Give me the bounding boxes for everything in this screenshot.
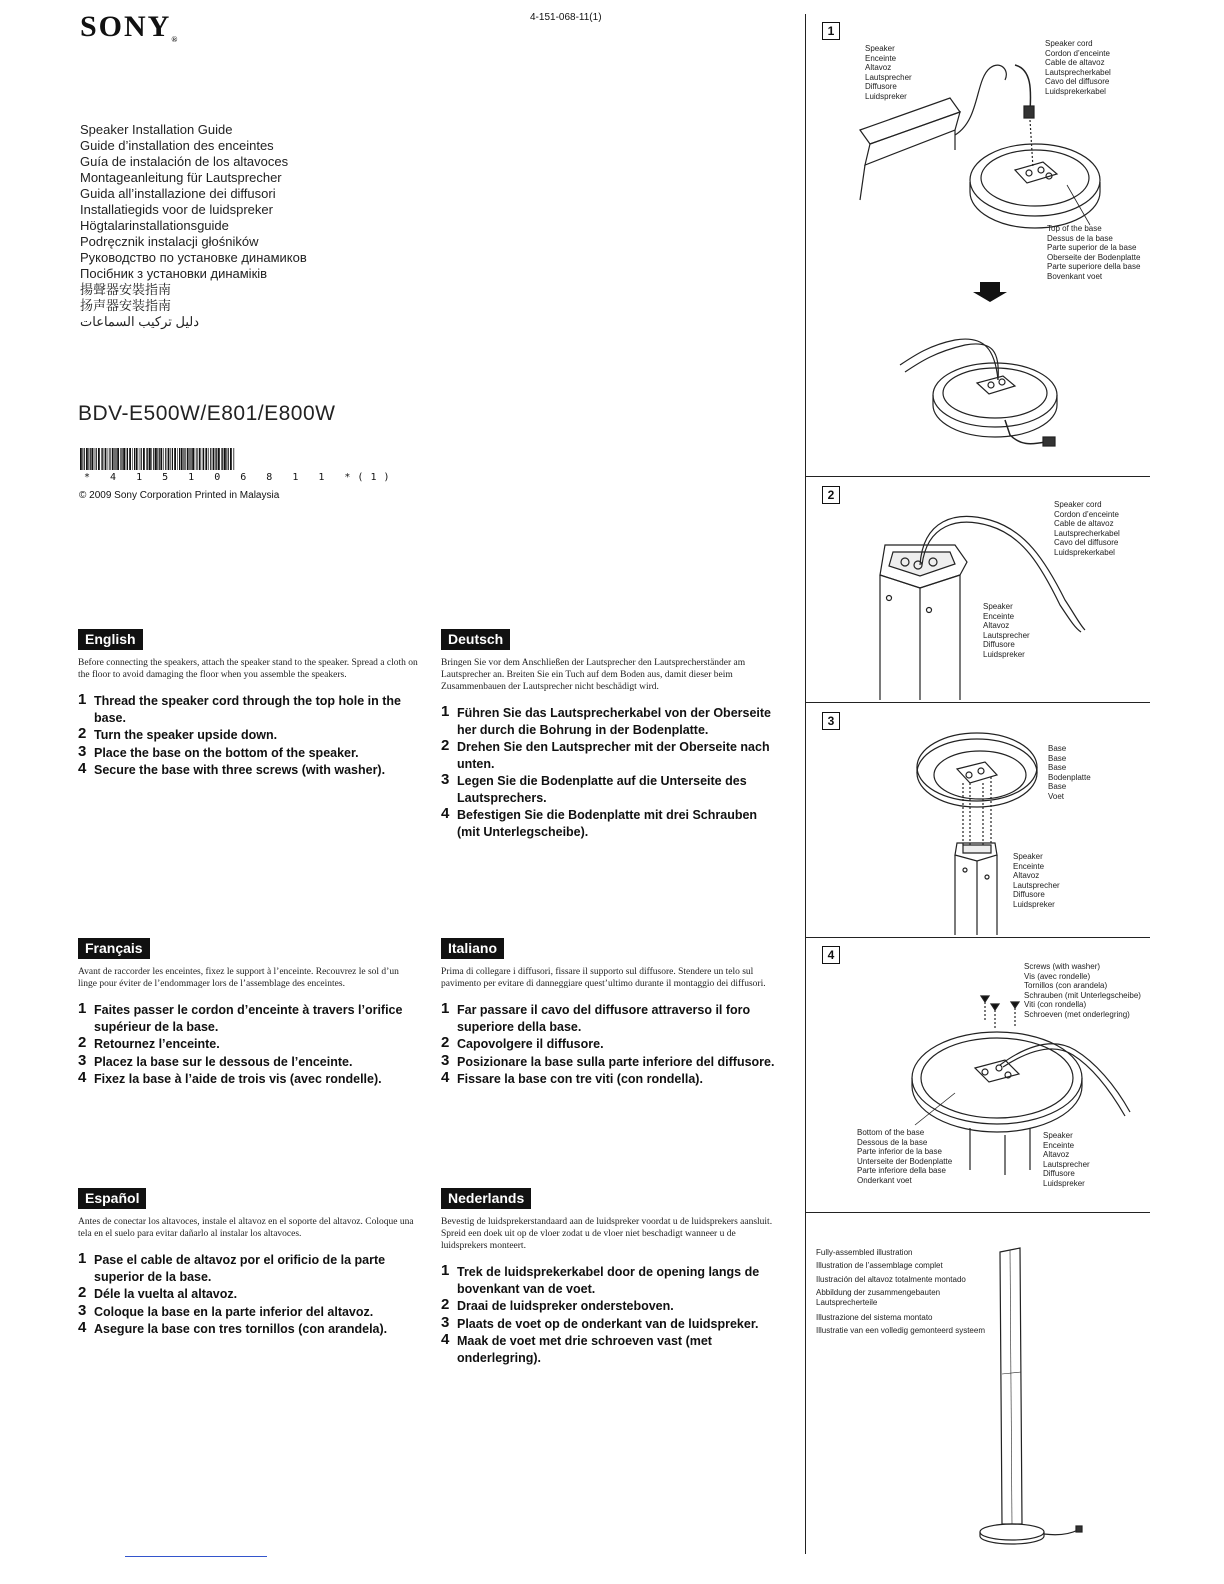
barcode-bar — [127, 448, 128, 470]
barcode-bar — [183, 448, 184, 470]
barcode-bar — [153, 448, 154, 470]
barcode-bar — [82, 448, 83, 470]
section-title: Italiano — [441, 938, 504, 959]
step-list — [78, 693, 418, 779]
section-english — [78, 629, 418, 780]
step-number: 4 — [78, 1319, 87, 1336]
section-intro: Bringen Sie vor dem Anschließen der Lautsprecher den Lautsprecherständer am Lautsprecher an. Breiten Sie ein Tuch auf dem Boden aus, damit dieser beim Zusammenbauen der Lautsprecher nicht beschädigt wird. — [441, 658, 746, 692]
barcode-bar — [112, 448, 114, 470]
step-text: Fixez la base à l’aide de trois vis (avec rondelle). — [94, 1072, 382, 1086]
step-number: 4 — [78, 760, 87, 777]
label-speaker: Speaker Enceinte Altavoz Lautsprecher Diffusore Luidspreker — [983, 602, 1030, 659]
barcode-bar — [192, 448, 194, 470]
step-text: Place the base on the bottom of the speaker. — [94, 745, 359, 760]
footer-rule — [125, 1556, 267, 1557]
label-top-of-base: Top of the base Dessus de la base Parte superior de la base Oberseite der Bodenplatte Parte superiore della base Bovenkant voet — [1047, 224, 1141, 281]
section-intro: Prima di collegare i diffusori, fissare il supporto sul diffusore. Stendere un telo sul pavimento per evitare di danneggiare quest’ultimo durante il montaggio dei diffusori. — [441, 967, 766, 989]
step-list — [78, 1252, 418, 1338]
step-item — [441, 773, 781, 806]
assembled-speaker-illustration — [960, 1244, 1100, 1549]
step-item — [78, 762, 418, 779]
panel-divider — [805, 1212, 1150, 1213]
step-text: Déle la vuelta al altavoz. — [94, 1287, 238, 1301]
barcode-bar — [129, 448, 131, 470]
barcode-bar — [159, 448, 160, 470]
step-list — [78, 1002, 418, 1088]
barcode-bar — [190, 448, 191, 470]
barcode-bar — [126, 448, 127, 470]
panel-2-illustration — [805, 480, 1150, 700]
step-number: 2 — [78, 1034, 87, 1051]
barcode-bar — [149, 448, 151, 470]
step-number: 1 — [78, 1000, 87, 1017]
section-intro: Avant de raccorder les enceintes, fixez le support à l’enceinte. Recouvrez le sol d’un linge pour éviter de l’endommager lors de l’assemblage des enceintes. — [78, 967, 399, 989]
step-item — [78, 1036, 418, 1053]
step-text: Legen Sie die Bodenplatte auf die Unterseite des Lautsprechers. — [457, 774, 747, 805]
step-text: Secure the base with three screws (with washer). — [94, 763, 386, 777]
barcode-bar — [226, 448, 227, 470]
step-number: 2 — [78, 1284, 87, 1301]
barcode-bar — [210, 448, 211, 470]
title-line: دليل تركيب السماعات — [80, 314, 200, 329]
barcode-bar — [141, 448, 142, 470]
barcode-bar — [120, 448, 121, 470]
panel-number-3: 3 — [822, 712, 840, 730]
step-item — [78, 1252, 418, 1285]
step-item — [441, 1333, 781, 1366]
step-number: 2 — [78, 725, 87, 742]
step-number: 2 — [441, 1034, 450, 1051]
barcode-bar — [187, 448, 189, 470]
guide-titles — [80, 122, 307, 330]
title-line: 揚聲器安裝指南 — [80, 282, 172, 297]
step-item — [441, 1264, 781, 1297]
panel-number-2: 2 — [822, 486, 840, 504]
step-list — [441, 1264, 781, 1366]
barcode — [80, 448, 235, 470]
step-number: 2 — [441, 1296, 450, 1313]
step-number: 3 — [78, 1051, 87, 1069]
step-number: 3 — [78, 742, 87, 760]
step-item — [441, 1313, 781, 1333]
barcode-bar — [109, 448, 110, 470]
section-title: Français — [78, 938, 150, 959]
barcode-bar — [102, 448, 103, 470]
barcode-bar — [139, 448, 140, 470]
barcode-bar — [189, 448, 190, 470]
step-item — [441, 1036, 781, 1053]
barcode-bar — [199, 448, 201, 470]
barcode-bar — [86, 448, 88, 470]
barcode-bar — [147, 448, 148, 470]
title-line: Montageanleitung für Lautsprecher — [80, 170, 282, 185]
step-number: 3 — [441, 771, 450, 788]
barcode-bar — [101, 448, 102, 470]
step-text: Befestigen Sie die Bodenplatte mit drei Schrauben (mit Unterlegscheibe). — [457, 808, 758, 839]
step-text: Far passare il cavo del diffusore attraverso il foro superiore della base. — [457, 1003, 751, 1034]
step-item — [78, 1301, 418, 1321]
step-text: Drehen Sie den Lautsprecher mit der Oberseite nach unten. — [457, 740, 770, 771]
sony-logo: SONY® — [80, 10, 180, 44]
barcode-bar — [233, 448, 234, 470]
barcode-bar — [205, 448, 207, 470]
barcode-bar — [203, 448, 204, 470]
barcode-bar — [108, 448, 109, 470]
barcode-bar — [157, 448, 158, 470]
panel-divider — [805, 476, 1150, 477]
step-list — [441, 705, 781, 840]
step-item — [441, 739, 781, 772]
label-bottom-of-base: Bottom of the base Dessous de la base Parte inferior de la base Unterseite der Bodenplatte Parte inferiore della base Onderkant voet — [857, 1128, 953, 1185]
title-line: Руководство по установке динамиков — [80, 250, 307, 265]
barcode-bar — [218, 448, 220, 470]
step-item — [78, 742, 418, 762]
barcode-bar — [146, 448, 147, 470]
barcode-bar — [91, 448, 93, 470]
barcode-bar — [221, 448, 222, 470]
barcode-bar — [202, 448, 203, 470]
step-text: Capovolgere il diffusore. — [457, 1037, 604, 1051]
label-speaker: Speaker Enceinte Altavoz Lautsprecher Diffusore Luidspreker — [865, 44, 912, 101]
assembled-caption: Fully-assembled illustration Illustration de l’assemblage complet Ilustración del altavoz totalmente montado Abbildung der zusammengebauten Lautsprecherteile Illustrazione del sistema montato Illustratie van een volledig gemonteerd systeem — [816, 1248, 985, 1336]
step-number: 1 — [78, 691, 87, 708]
panel-4-illustration — [805, 990, 1150, 1200]
label-speaker-cord: Speaker cord Cordon d’enceinte Cable de altavoz Lautsprecherkabel Cavo del diffusore Luidsprekerkabel — [1045, 39, 1111, 96]
panel-number-1: 1 — [822, 22, 840, 40]
barcode-bar — [215, 448, 216, 470]
barcode-bar — [184, 448, 185, 470]
label-screws: Screws (with washer) Vis (avec rondelle) Tornillos (con arandela) Schrauben (mit Unterlegscheibe) Viti (con rondella) Schroeven (met onderlegring) — [1024, 962, 1141, 1019]
step-item — [441, 807, 781, 840]
section-italiano — [441, 938, 781, 1089]
label-speaker: Speaker Enceinte Altavoz Lautsprecher Diffusore Luidspreker — [1013, 852, 1060, 909]
section-intro: Before connecting the speakers, attach the speaker stand to the speaker. Spread a cloth on the floor to avoid damaging the floor when you assemble the speakers. — [78, 658, 418, 680]
barcode-number: * 4 1 5 1 0 6 8 1 1 *(1) — [84, 472, 397, 483]
step-number: 3 — [441, 1051, 450, 1069]
barcode-bar — [224, 448, 226, 470]
barcode-bar — [84, 448, 85, 470]
model-number: BDV-E500W/E801/E800W — [78, 402, 336, 425]
step-text: Retournez l’enceinte. — [94, 1037, 220, 1051]
barcode-bar — [123, 448, 125, 470]
step-item — [441, 1051, 781, 1071]
barcode-bar — [114, 448, 115, 470]
step-text: Plaats de voet op de onderkant van de luidspreker. — [457, 1316, 759, 1331]
title-line: Guía de instalación de los altavoces — [80, 154, 289, 169]
title-line: Guida all’installazione dei diffusori — [80, 186, 276, 201]
step-text: Führen Sie das Lautsprecherkabel von der Oberseite her durch die Bohrung in der Bodenplatte. — [457, 706, 771, 737]
section-title: Español — [78, 1188, 146, 1209]
title-line: Installatiegids voor de luidspreker — [80, 202, 273, 217]
barcode-bar — [163, 448, 164, 470]
barcode-bar — [88, 448, 89, 470]
step-list — [441, 1002, 781, 1088]
barcode-bar — [80, 448, 82, 470]
barcode-bar — [179, 448, 180, 470]
step-item — [78, 1002, 418, 1035]
barcode-bar — [105, 448, 107, 470]
section-deutsch — [441, 629, 781, 841]
barcode-bar — [228, 448, 229, 470]
barcode-bar — [196, 448, 197, 470]
section-espanol — [78, 1188, 418, 1339]
barcode-bar — [115, 448, 116, 470]
barcode-bar — [172, 448, 173, 470]
barcode-bar — [134, 448, 135, 470]
step-item — [78, 727, 418, 744]
step-number: 4 — [441, 1331, 450, 1348]
step-text: Turn the speaker upside down. — [94, 728, 278, 742]
step-number: 4 — [441, 805, 450, 822]
step-item — [78, 693, 418, 726]
step-item — [78, 1321, 418, 1338]
barcode-bar — [195, 448, 196, 470]
step-text: Asegure la base con tres tornillos (con arandela). — [94, 1322, 388, 1336]
step-item — [441, 705, 781, 738]
barcode-bar — [168, 448, 170, 470]
barcode-bar — [96, 448, 97, 470]
step-number: 4 — [78, 1069, 87, 1086]
step-text: Pase el cable de altavoz por el orificio de la parte superior de la base. — [94, 1253, 386, 1284]
step-number: 1 — [78, 1250, 87, 1267]
step-number: 4 — [441, 1069, 450, 1086]
document-number: 4-151-068-11(1) — [530, 12, 602, 23]
title-line: Guide d’installation des enceintes — [80, 138, 274, 153]
section-intro: Bevestig de luidsprekerstandaard aan de luidspreker voordat u de luidsprekers aansluit. Spreid een doek uit op de vloer zodat u de vloer niet beschadigt wanneer u de luidsprekers monteert. — [441, 1217, 773, 1251]
step-text: Maak de voet met drie schroeven vast (met onderlegring). — [457, 1334, 712, 1365]
title-line: Högtalarinstallationsguide — [80, 218, 229, 233]
step-text: Posizionare la base sulla parte inferiore del diffusore. — [457, 1054, 775, 1069]
barcode-bar — [213, 448, 215, 470]
step-item — [78, 1051, 418, 1071]
title-line: Podręcznik instalacji głośników — [80, 234, 259, 249]
step-number: 3 — [441, 1313, 450, 1331]
label-speaker: Speaker Enceinte Altavoz Lautsprecher Diffusore Luidspreker — [1043, 1131, 1090, 1188]
step-text: Thread the speaker cord through the top hole in the base. — [94, 694, 401, 725]
step-item — [441, 1002, 781, 1035]
barcode-bar — [174, 448, 176, 470]
panel-divider — [805, 937, 1150, 938]
step-text: Faites passer le cordon d’enceinte à travers l’orifice supérieur de la base. — [94, 1003, 403, 1034]
step-text: Draai de luidspreker ondersteboven. — [457, 1299, 674, 1313]
step-item — [78, 1071, 418, 1088]
step-text: Placez la base sur le dessous de l’enceinte. — [94, 1054, 353, 1069]
copyright: © 2009 Sony Corporation Printed in Malaysia — [79, 490, 280, 501]
title-line: 扬声器安装指南 — [80, 298, 172, 313]
label-speaker-cord: Speaker cord Cordon d’enceinte Cable de altavoz Lautsprecherkabel Cavo del diffusore Luidsprekerkabel — [1054, 500, 1120, 557]
barcode-bar — [181, 448, 183, 470]
barcode-bar — [132, 448, 133, 470]
barcode-bar — [136, 448, 138, 470]
barcode-bar — [151, 448, 152, 470]
section-title: Deutsch — [441, 629, 510, 650]
step-number: 1 — [441, 703, 450, 720]
barcode-bar — [208, 448, 209, 470]
barcode-bar — [90, 448, 91, 470]
section-intro: Antes de conectar los altavoces, instale el altavoz en el soporte del altavoz. Coloque una tela en el suelo para evitar dañarlo al instalar los altavoces. — [78, 1217, 414, 1239]
barcode-bar — [155, 448, 157, 470]
title-line: Посібник з установки динаміків — [80, 266, 268, 281]
step-text: Coloque la base en la parte inferior del altavoz. — [94, 1304, 374, 1319]
step-number: 2 — [441, 737, 450, 754]
panel-3-illustration — [805, 705, 1150, 935]
barcode-bar — [143, 448, 145, 470]
barcode-bar — [230, 448, 232, 470]
step-item — [441, 1071, 781, 1088]
barcode-bar — [117, 448, 119, 470]
step-text: Trek de luidsprekerkabel door de opening langs de bovenkant van de voet. — [457, 1265, 760, 1296]
barcode-bar — [170, 448, 171, 470]
section-title: Nederlands — [441, 1188, 531, 1209]
section-francais — [78, 938, 418, 1089]
step-text: Fissare la base con tre viti (con rondella). — [457, 1072, 703, 1086]
barcode-bar — [216, 448, 217, 470]
step-number: 1 — [441, 1262, 450, 1279]
barcode-bar — [121, 448, 122, 470]
step-item — [78, 1286, 418, 1303]
section-nederlands — [441, 1188, 781, 1367]
barcode-bar — [98, 448, 100, 470]
barcode-bar — [94, 448, 95, 470]
section-title: English — [78, 629, 143, 650]
title-line: Speaker Installation Guide — [80, 122, 233, 137]
panel-number-4: 4 — [822, 946, 840, 964]
panel-1-illustration — [805, 40, 1150, 470]
barcode-bar — [165, 448, 166, 470]
barcode-bar — [177, 448, 178, 470]
panel-divider — [805, 702, 1150, 703]
label-base: Base Base Base Bodenplatte Base Voet — [1048, 744, 1091, 801]
step-item — [441, 1298, 781, 1315]
step-number: 3 — [78, 1301, 87, 1319]
barcode-bar — [160, 448, 162, 470]
step-number: 1 — [441, 1000, 450, 1017]
barcode-bar — [222, 448, 223, 470]
